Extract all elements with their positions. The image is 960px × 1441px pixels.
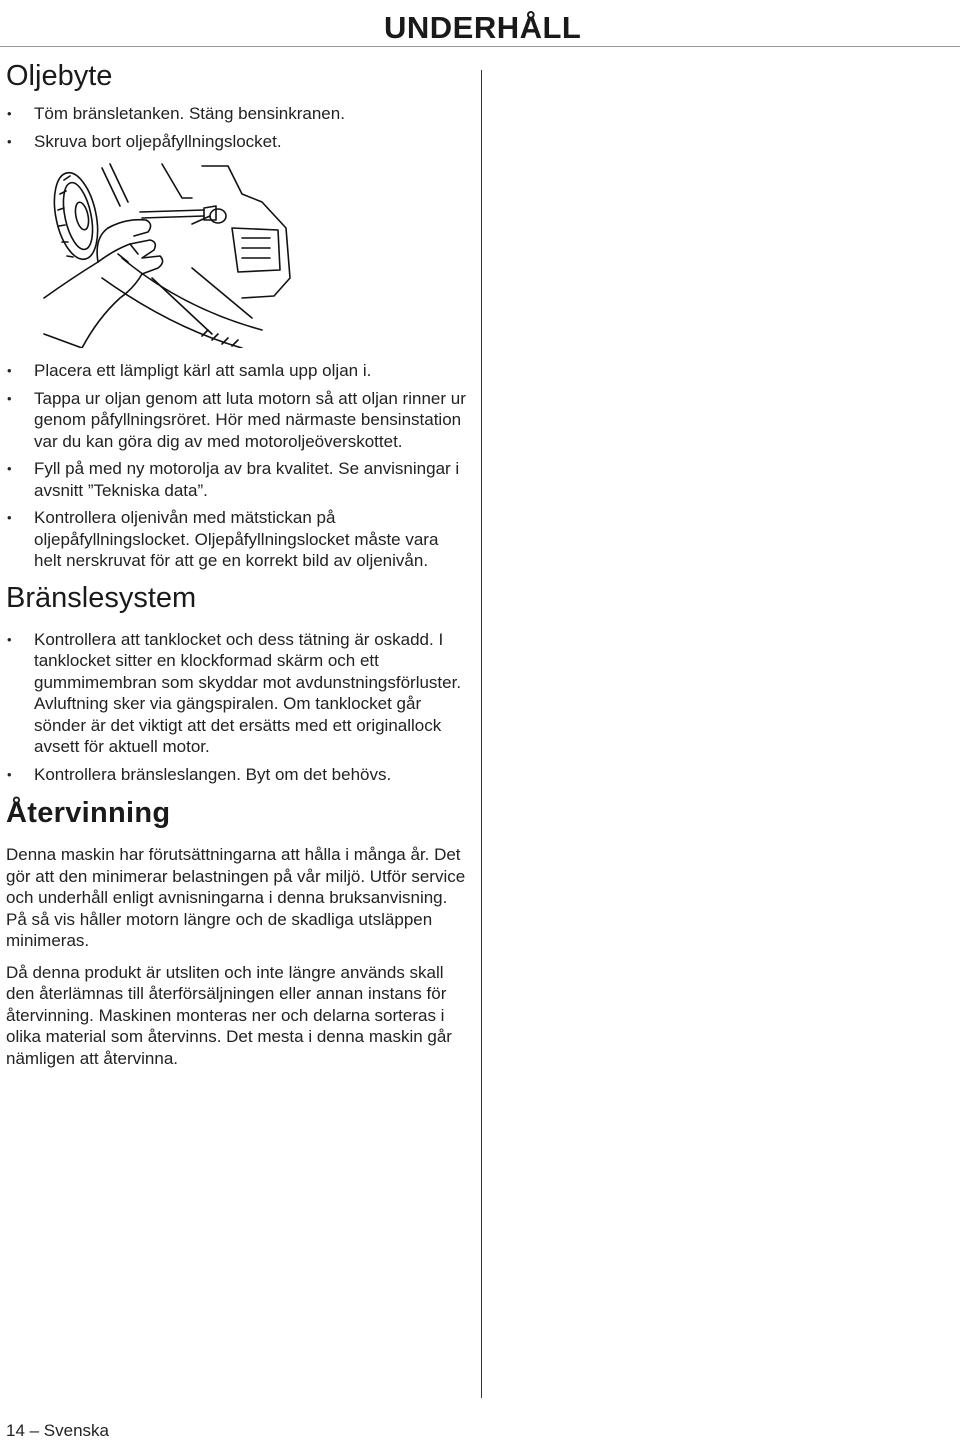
oil-cap-illustration [42, 158, 304, 348]
bullet-icon: • [7, 390, 12, 406]
list-item: • Kontrollera oljenivån med mätstickan på oljepåfyllningslocket. Oljepåfyllningslocket måste vara helt nerskruvat för att ge en korrekt bild av oljenivån. [7, 508, 439, 570]
bullet-icon: • [7, 133, 12, 149]
bullet-icon: • [7, 106, 12, 121]
bullet-icon: • [7, 363, 12, 378]
heading-atervinning: Återvinning [6, 797, 171, 829]
heading-oljebyte: Oljebyte [6, 60, 113, 92]
list-item: • Töm bränsletanken. Stäng bensinkranen. [7, 104, 345, 123]
column-divider [481, 70, 482, 1398]
paragraph: Denna maskin har förutsättningarna att hålla i många år. Det gör att den minimerar belastningen på vår miljö. Utför service och underhåll enligt avnisningarna i denna bruksanvisning. På så vis håller motorn längre och de skadliga utsläppen minimeras. [6, 845, 466, 950]
heading-branslesystem: Bränslesystem [6, 581, 197, 614]
list-item: • Kontrollera att tanklocket och dess tätning är oskadd. I tanklocket sitter en klockformad skärm och ett gummimembran som skyddar mot avdunstningsförluster. Avluftning sker via gängspiralen. Om tanklocket går sönder är det viktigt att det ersätts med ett originallock avsett för aktuell motor. [7, 629, 462, 756]
bullet-icon: • [7, 510, 12, 525]
bullet-icon: • [7, 631, 12, 647]
bullet-icon: • [7, 461, 12, 476]
oljebyte-list-bottom [6, 360, 468, 572]
branslesystem-list [6, 629, 468, 786]
left-column [6, 56, 468, 1079]
header-rule [0, 46, 960, 47]
list-item: • Skruva bort oljepåfyllningslocket. [7, 131, 282, 151]
list-item: • Fyll på med ny motorolja av bra kvalitet. Se anvisningar i avsnitt ”Tekniska data”. [7, 459, 460, 500]
list-item: • Tappa ur oljan genom att luta motorn så att oljan rinner ur genom påfyllningsröret. Hör med närmaste bensinstation var du kan göra dig av med motoroljeöverskottet. [7, 388, 466, 451]
page-header [0, 8, 960, 44]
section-header-title: UNDERHÅLL [384, 10, 582, 45]
oljebyte-list-top [6, 103, 468, 152]
list-item: • Kontrollera bränsleslangen. Byt om det behövs. [7, 764, 392, 784]
page-footer: 14 – Svenska [6, 1421, 110, 1440]
bullet-icon: • [7, 766, 12, 782]
paragraph: Då denna produkt är utsliten och inte längre används skall den återlämnas till återförsäljningen eller annan instans för återvinning. Maskinen monteras ner och delarna sorteras i olika material som återvinns. Det mesta i denna maskin går nämligen att återvinna. [6, 962, 452, 1068]
list-item: • Placera ett lämpligt kärl att samla upp oljan i. [7, 361, 372, 380]
